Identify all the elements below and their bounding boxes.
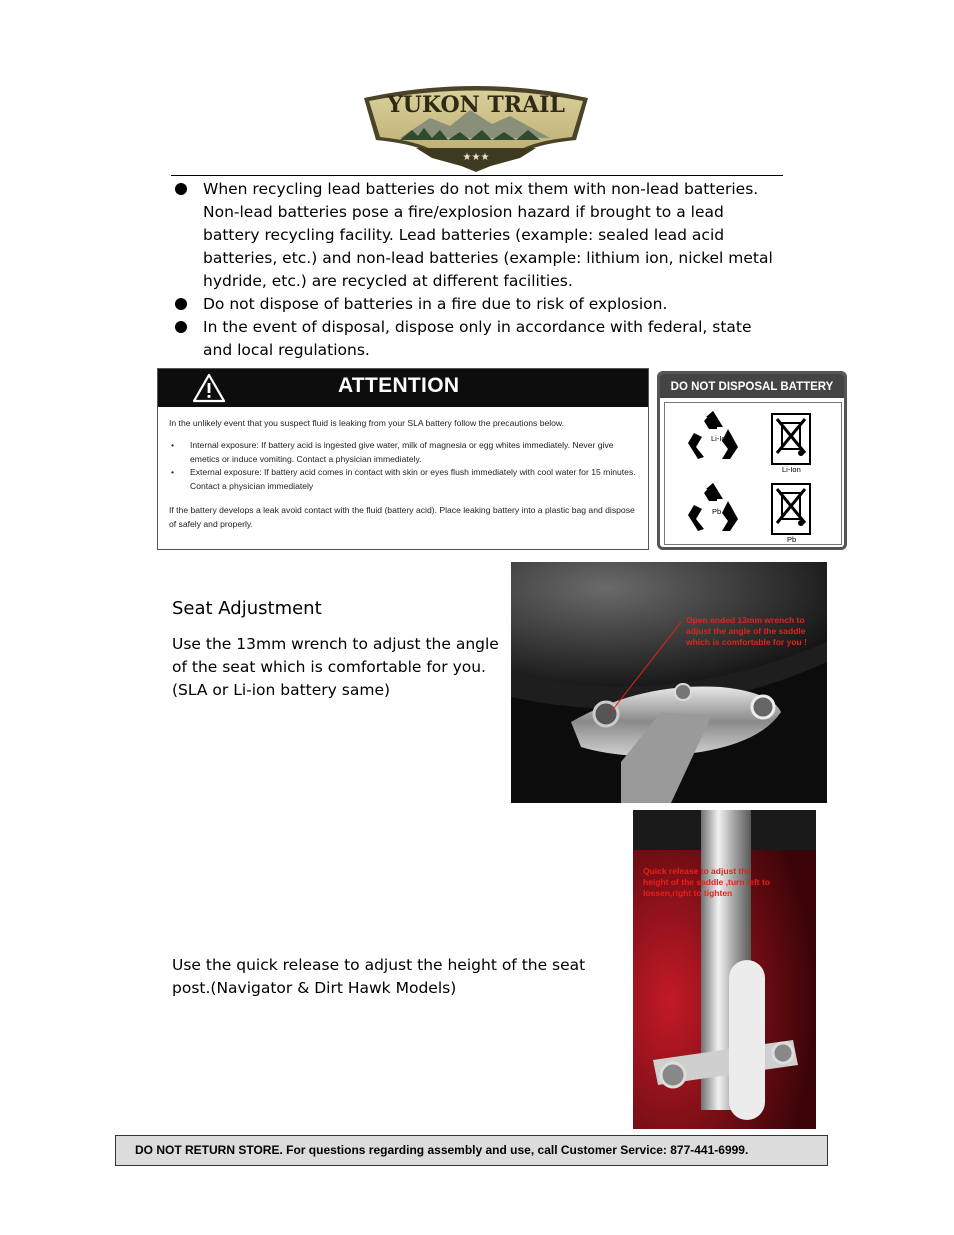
seat-adjustment-title: Seat Adjustment <box>172 598 322 619</box>
logo-stars: ★★★ <box>462 152 490 163</box>
recycle-label: Li-Ion <box>711 434 730 443</box>
attention-list <box>169 439 638 494</box>
seat-post-illustration <box>633 810 816 1129</box>
list-item <box>169 439 638 467</box>
quick-release-photo-note: Quick release to adjust the height of the saddle ,turn left to lossen,right to tighten <box>643 866 771 898</box>
attention-outro: If the battery develops a leak avoid contact with the fluid (battery acid). Place leaking battery into a plastic bag and dispose of safely and properly. <box>169 504 635 529</box>
bin-label: Pb <box>787 535 797 544</box>
attention-title: ATTENTION <box>338 374 460 397</box>
attention-header <box>158 369 648 407</box>
bullet-dot <box>175 321 187 333</box>
seat-clamp-illustration <box>511 562 827 803</box>
seat-wrench-photo <box>511 562 827 803</box>
seat-adjustment-text: Use the 13mm wrench to adjust the angle of the seat which is comfortable for you. (SLA or Li-ion battery same) <box>172 635 499 699</box>
battery-recycling-list <box>171 178 783 362</box>
list-item-text: Do not dispose of batteries in a fire due to risk of explosion. <box>203 295 668 313</box>
list-item-text: In the event of disposal, dispose only in accordance with federal, state and local regulations. <box>203 318 752 359</box>
quick-release-text: Use the quick release to adjust the height of the seat post.(Navigator & Dirt Hawk Models) <box>172 956 586 997</box>
attention-box <box>157 368 649 550</box>
list-item <box>169 466 638 494</box>
recycle-label: Pb <box>712 507 722 516</box>
attention-intro: In the unlikely event that you suspect fluid is leaking from your SLA battery follow the precautions below. <box>169 418 565 428</box>
quick-release-photo <box>633 810 816 1129</box>
seat-photo-note: Open ended 13mm wrench to adjust the angle of the saddle which is comfortable for you ! <box>686 615 807 647</box>
bullet: • <box>171 467 175 478</box>
list-item-text: Internal exposure: If battery acid is ingested give water, milk of magnesia or egg whites immediately. Never give emetics or induce vomiting. Contact a physician immediately. <box>190 439 614 464</box>
attention-body <box>158 407 648 532</box>
disposal-title: DO NOT DISPOSAL BATTERY <box>660 374 844 398</box>
crossed-bin-icon <box>771 413 811 465</box>
list-item <box>171 316 783 362</box>
disposal-symbols <box>664 402 842 545</box>
bin-label: Li-Ion <box>782 465 801 474</box>
list-item-text: When recycling lead batteries do not mix them with non-lead batteries. Non-lead batteries pose a fire/explosion hazard if brought to a lead battery recycling facility. Lead batteries (example: sealed lead acid batteries, etc.) and non-lead batteries (example: lithium ion, nickel metal hydride, etc.) are recycled at different facilities. <box>203 180 773 290</box>
bullet-dot <box>175 183 187 195</box>
logo-text: YUKON TRAIL <box>387 92 565 118</box>
list-item-text: External exposure: If battery acid comes in contact with skin or eyes flush immediately with cool water for 15 minutes. Contact a physician immediately <box>190 467 636 492</box>
list-item <box>171 178 783 293</box>
crossed-bin-icon <box>771 483 811 535</box>
yukon-trail-logo <box>360 80 592 174</box>
do-not-dispose-box <box>657 371 847 550</box>
bullet: • <box>171 439 175 450</box>
bullet-dot <box>175 298 187 310</box>
header-rule <box>171 175 783 176</box>
warning-triangle-icon <box>192 373 226 403</box>
footer-notice: DO NOT RETURN STORE. For questions regarding assembly and use, call Customer Service: 877-441-6999. <box>115 1135 828 1166</box>
list-item <box>171 293 783 316</box>
